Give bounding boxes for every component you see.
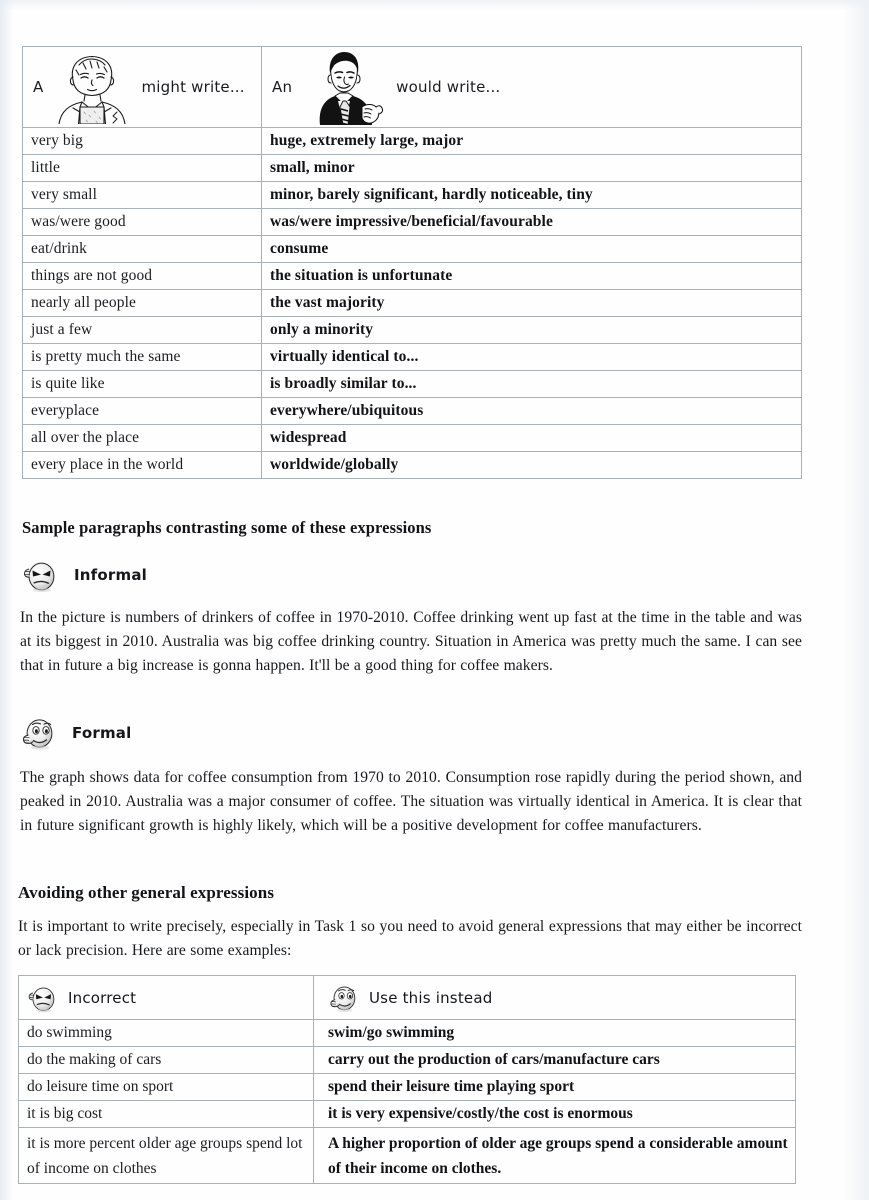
boy-illustration <box>49 50 135 124</box>
informal-expression-cell: every place in the world <box>23 452 262 479</box>
table-row <box>23 317 802 344</box>
table-two-header-row <box>19 976 796 1020</box>
businessman-illustration <box>298 49 390 125</box>
correct-expression-cell: spend their leisure time playing sport <box>314 1074 796 1101</box>
incorrect-expression-cell: it is big cost <box>19 1101 314 1128</box>
table-row <box>23 128 802 155</box>
table-row <box>23 290 802 317</box>
correct-expression-cell: swim/go swimming <box>314 1020 796 1047</box>
correct-expression-cell: A higher proportion of older age groups spend a considerable amount of their income on clothes. <box>314 1128 796 1184</box>
table-two-header-incorrect <box>19 976 314 1020</box>
informal-paragraph: In the picture is numbers of drinkers of coffee in 1970-2010. Coffee drinking went up fast at the time in the table and was at its biggest in 2010. Australia was big coffee drinking country. Situation in America was pretty much the same. I can see that in future a big increase is gonna happen. It'll be a good thing for coffee makers. <box>20 609 802 675</box>
formal-expression-cell: was/were impressive/beneficial/favourable <box>262 209 802 236</box>
thinking-face-icon <box>328 982 360 1014</box>
table-row <box>23 182 802 209</box>
incorrect-column-label: Incorrect <box>68 988 137 1007</box>
informal-expression-cell: all over the place <box>23 425 262 452</box>
informal-expression-cell: nearly all people <box>23 290 262 317</box>
table-header-row <box>23 47 802 128</box>
header-left-suffix: might write... <box>141 78 245 96</box>
scan-edge-top <box>0 0 869 10</box>
informal-expression-cell: is pretty much the same <box>23 344 262 371</box>
sample-paragraphs-heading: Sample paragraphs contrasting some of these expressions <box>22 518 432 537</box>
incorrect-expression-cell: do leisure time on sport <box>19 1074 314 1101</box>
formal-expression-cell: virtually identical to... <box>262 344 802 371</box>
formal-expression-cell: the situation is unfortunate <box>262 263 802 290</box>
informal-expression-cell: everyplace <box>23 398 262 425</box>
correct-expression-cell: it is very expensive/costly/the cost is enormous <box>314 1101 796 1128</box>
informal-expression-cell: very big <box>23 128 262 155</box>
formal-label-row <box>20 714 131 752</box>
scan-edge-left <box>0 0 14 1200</box>
table-row <box>19 1047 796 1074</box>
correct-expression-cell: carry out the production of cars/manufacture cars <box>314 1047 796 1074</box>
table-row <box>23 263 802 290</box>
table-two-header-correct <box>314 976 796 1020</box>
table-row <box>23 236 802 263</box>
thinking-face-icon <box>20 714 58 752</box>
informal-expression-cell: eat/drink <box>23 236 262 263</box>
table-row <box>23 344 802 371</box>
table-row <box>23 209 802 236</box>
table-row <box>23 425 802 452</box>
incorrect-expression-cell: do the making of cars <box>19 1047 314 1074</box>
formal-expression-cell: the vast majority <box>262 290 802 317</box>
table-one-header-left <box>23 47 262 128</box>
incorrect-correct-table <box>18 975 796 1184</box>
formal-expression-cell: is broadly similar to... <box>262 371 802 398</box>
header-right-suffix: would write... <box>396 78 501 96</box>
informal-expression-cell: just a few <box>23 317 262 344</box>
informal-expression-cell: very small <box>23 182 262 209</box>
avoiding-expressions-intro: It is important to write precisely, especially in Task 1 so you need to avoid general expressions that may either be incorrect or lack precision. Here are some examples: <box>18 918 802 960</box>
table-row <box>23 398 802 425</box>
informal-expression-cell: things are not good <box>23 263 262 290</box>
informal-formal-table <box>22 46 802 479</box>
table-row <box>19 1101 796 1128</box>
incorrect-expression-cell: do swimming <box>19 1020 314 1047</box>
table-row <box>19 1020 796 1047</box>
table-row <box>23 155 802 182</box>
header-left-prefix: A <box>33 78 44 96</box>
informal-expression-cell: little <box>23 155 262 182</box>
table-one-header-right <box>262 47 802 128</box>
table-row <box>19 1128 796 1184</box>
informal-label: Informal <box>74 566 147 584</box>
avoiding-expressions-heading: Avoiding other general expressions <box>18 883 275 902</box>
scan-edge-right <box>843 0 869 1200</box>
table-row <box>23 371 802 398</box>
formal-expression-cell: minor, barely significant, hardly noticeable, tiny <box>262 182 802 209</box>
angry-face-icon <box>27 982 59 1014</box>
formal-expression-cell: only a minority <box>262 317 802 344</box>
formal-paragraph: The graph shows data for coffee consumption from 1970 to 2010. Consumption rose rapidly during the period shown, and peaked in 2010. Australia was a major consumer of coffee. The situation was virtually identical in America. It is clear that in future significant growth is highly likely, which will be a positive development for coffee manufacturers. <box>20 769 802 835</box>
formal-expression-cell: everywhere/ubiquitous <box>262 398 802 425</box>
angry-face-icon <box>22 556 60 594</box>
formal-expression-cell: consume <box>262 236 802 263</box>
formal-expression-cell: worldwide/globally <box>262 452 802 479</box>
formal-label: Formal <box>72 724 132 742</box>
informal-expression-cell: was/were good <box>23 209 262 236</box>
incorrect-expression-cell: it is more percent older age groups spend lot of income on clothes <box>19 1128 314 1184</box>
table-row <box>19 1074 796 1101</box>
table-row <box>23 452 802 479</box>
header-right-prefix: An <box>272 78 293 96</box>
correct-column-label: Use this instead <box>369 988 493 1007</box>
informal-expression-cell: is quite like <box>23 371 262 398</box>
formal-expression-cell: small, minor <box>262 155 802 182</box>
informal-label-row <box>22 556 147 594</box>
formal-expression-cell: widespread <box>262 425 802 452</box>
formal-expression-cell: huge, extremely large, major <box>262 128 802 155</box>
